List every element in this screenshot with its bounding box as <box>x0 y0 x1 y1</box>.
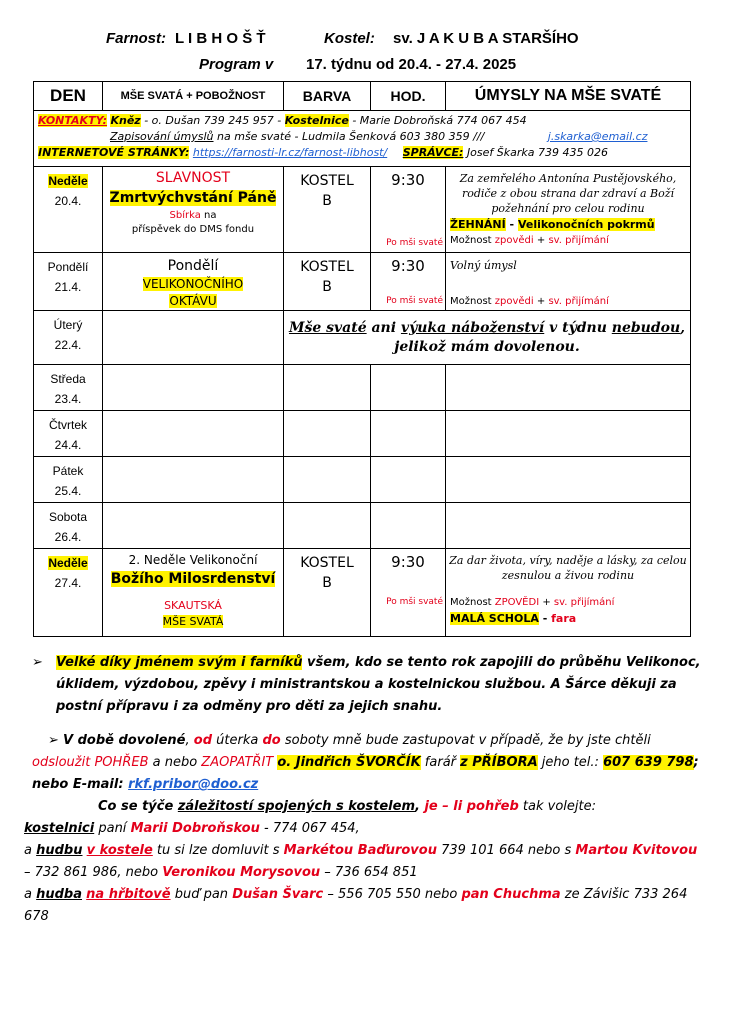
sacristan-label: Kostelnice <box>284 114 349 127</box>
communion-word: sv. přijímání <box>553 597 615 608</box>
vacation-e: nebudou <box>611 319 681 336</box>
mass-title-main: Zmrtvýchvstání Páně <box>109 190 277 206</box>
day-name: Pondělí <box>47 260 89 274</box>
schola-place: fara <box>551 612 577 625</box>
blessing-label: ŽEHNÁNÍ <box>450 218 506 231</box>
table-header-row <box>34 82 691 111</box>
table-row <box>34 167 691 253</box>
communion-word: sv. přijímání <box>548 235 609 246</box>
table-row <box>34 253 691 311</box>
parish-label: Farnost: <box>106 30 166 47</box>
contacts-label: KONTAKTY: <box>38 114 107 127</box>
vac-9: POHŘEB <box>94 755 149 770</box>
table-row <box>34 503 691 549</box>
table-row <box>34 311 691 365</box>
mh-7: – 556 705 550 nebo <box>323 887 462 902</box>
vacation-d: v týdnu <box>544 319 612 336</box>
after-mass-note: Po mši svaté <box>386 296 443 306</box>
sacristan-line <box>24 818 702 840</box>
confession-prefix: Možnost <box>450 597 495 608</box>
hour-cell <box>371 253 446 311</box>
arrow-bullet-icon: ➢ <box>32 655 43 670</box>
church-name: sv. J A K U B A STARŠÍHO <box>393 30 579 47</box>
vac-10: a nebo <box>148 755 202 770</box>
mass-title-main-2: OKTÁVU <box>169 294 217 308</box>
day-date: 22.4. <box>54 338 82 352</box>
church-label: Kostel: <box>324 30 375 47</box>
contact-email[interactable]: j.skarka@email.cz <box>547 130 648 143</box>
color-cell <box>284 457 371 503</box>
day-cell <box>34 503 103 549</box>
mc-5: tu si lze domluvit s <box>152 843 284 858</box>
mass-hour: 9:30 <box>391 171 425 189</box>
confession-prefix: Možnost <box>450 296 495 307</box>
mass-title-main: VELIKONOČNÍHO <box>142 277 244 291</box>
notes-section <box>24 652 702 928</box>
table-row <box>34 411 691 457</box>
priest-label: Kněz <box>110 114 141 127</box>
table-row <box>34 457 691 503</box>
mass-title-top: Pondělí <box>167 258 219 274</box>
vac-17: ; nebo E-mail: <box>32 755 699 792</box>
arrow-bullet-icon: ➢ <box>48 733 64 748</box>
vac-5: do <box>262 733 281 748</box>
color-cell <box>284 365 371 411</box>
admin-label: SPRÁVCE: <box>402 146 464 159</box>
collection-label: Sbírka <box>169 210 201 221</box>
intent-cell <box>446 457 691 503</box>
intent-cell <box>446 503 691 549</box>
vac-16: jeho tel.: <box>537 755 604 770</box>
mass-hour: 9:30 <box>391 257 425 275</box>
col-hour: HOD. <box>371 82 446 111</box>
intent-cell <box>446 411 691 457</box>
music-church-line <box>24 840 702 884</box>
after-mass-note: Po mši svaté <box>386 238 443 248</box>
hour-cell <box>371 411 446 457</box>
mc-6: Markétou Baďurovou <box>283 843 437 858</box>
day-cell <box>34 549 103 637</box>
music-cemetery-line <box>24 884 702 928</box>
vac-2: , <box>185 733 194 748</box>
hour-cell <box>371 503 446 549</box>
color-place: KOSTEL <box>300 173 354 189</box>
day-date: 21.4. <box>54 280 82 294</box>
mass-cell <box>103 411 284 457</box>
day-date: 27.4. <box>54 576 82 590</box>
blessing-item: Velikonočních pokrmů <box>517 218 655 231</box>
mass-cell <box>103 503 284 549</box>
day-date: 26.4. <box>54 530 82 544</box>
vac-phone: 607 639 798 <box>603 755 694 770</box>
mass-cell <box>103 311 284 365</box>
color-cell <box>284 253 371 311</box>
vacation-a: Mše svaté <box>288 319 367 336</box>
color-code: B <box>322 279 332 295</box>
mh-9: ze Závišic 733 264 678 <box>24 887 688 924</box>
cm-2: záležitostí spojených s kostelem <box>177 799 415 814</box>
confession-word: ZPOVĚDI <box>494 597 540 608</box>
table-row <box>34 365 691 411</box>
day-cell <box>34 253 103 311</box>
week-range: 17. týdnu od 20.4. - 27.4. 2025 <box>306 56 517 73</box>
mc-4: v kostele <box>86 843 153 858</box>
intent-cell <box>446 549 691 637</box>
color-cell <box>284 411 371 457</box>
day-name: Úterý <box>53 318 83 332</box>
intentions-label: Zapisování úmyslů <box>110 130 214 143</box>
color-code: B <box>322 575 332 591</box>
priest-contact: - o. Dušan 739 245 957 - <box>144 114 282 127</box>
mass-cell <box>103 365 284 411</box>
color-place: KOSTEL <box>300 259 354 275</box>
web-label: INTERNETOVÉ STRÁNKY: <box>38 146 190 159</box>
day-name: Středa <box>50 372 86 386</box>
day-cell <box>34 457 103 503</box>
mc-9: – 732 861 986, nebo <box>24 865 163 880</box>
hour-cell <box>371 457 446 503</box>
vac-6: soboty mně bude zastupovat v případě, že by jste chtěli <box>280 733 651 748</box>
thanks-highlight: Velké díky jménem svým i farníků <box>56 655 303 670</box>
admin-contact: Josef Škarka 739 435 026 <box>466 146 608 159</box>
thanks-text: všem, kdo se tento rok zapojili do průběhu Velikonoc, úklidem, výzdobou, zpěvy i ministrantskou a kostelnickou službou. A Šárce děkuji za postní přípravu i za odměny pro děti za jejich snahu. <box>56 655 701 714</box>
vacation-f: , <box>680 319 685 336</box>
intent-text: Za dar života, víry, naděje a lásky, za celou zesnulou a živou rodinu <box>449 554 687 582</box>
day-date: 25.4. <box>54 484 82 498</box>
day-name: Neděle <box>48 556 88 570</box>
color-cell <box>284 167 371 253</box>
mass-title-top: 2. Neděle Velikonoční <box>128 553 258 567</box>
mc-7: 739 101 664 nebo s <box>436 843 576 858</box>
vac-7: odsloužit <box>32 755 91 770</box>
day-name: Čtvrtek <box>48 418 87 432</box>
confession-word: zpovědi <box>494 296 534 307</box>
mc-10: Veronikou Morysovou <box>162 865 321 880</box>
day-date: 24.4. <box>54 438 82 452</box>
intentions-contact: na mše svaté - Ludmila Šenková 603 380 359 /// <box>217 130 485 143</box>
day-name: Pátek <box>52 464 84 478</box>
day-name: Neděle <box>48 174 88 188</box>
vacation-g: jelikož mám dovolenou. <box>394 338 580 355</box>
confession-plus: + <box>533 296 549 307</box>
confession-prefix: Možnost <box>450 235 495 246</box>
day-cell <box>34 311 103 365</box>
day-cell <box>34 167 103 253</box>
program-label: Program v <box>199 56 274 73</box>
col-intentions: ÚMYSLY NA MŠE SVATÉ <box>446 82 691 111</box>
day-date: 23.4. <box>54 392 82 406</box>
mass-cell <box>103 253 284 311</box>
hour-cell <box>371 549 446 637</box>
church-matters-line <box>32 796 702 818</box>
vac-1: V době dovolené <box>63 733 186 748</box>
mh-5: buď pan <box>170 887 233 902</box>
schola-sep: - <box>538 612 552 625</box>
vac-11: ZAOPATŘIT <box>201 755 274 770</box>
col-mass: MŠE SVATÁ + POBOŽNOST <box>103 82 284 111</box>
sl-1: kostelnici <box>24 821 95 836</box>
contacts-row <box>34 111 691 167</box>
day-name: Sobota <box>48 510 88 524</box>
intent-cell <box>446 253 691 311</box>
intent-text: Za zemřelého Antonína Pustějovského, rodiče z obou strana dar zdraví a Boží požehnání pro celou rodinu <box>459 172 677 215</box>
sacristan-contact: - Marie Dobroňská 774 067 454 <box>352 114 527 127</box>
scout-mass-line-2: MŠE SVATÁ <box>162 615 224 628</box>
mc-2: hudbu <box>36 843 83 858</box>
vac-15: z PŘÍBORA <box>460 755 538 770</box>
communion-word: sv. přijímání <box>548 296 609 307</box>
mass-cell <box>103 167 284 253</box>
day-cell <box>34 365 103 411</box>
cm-5: tak volejte: <box>518 799 596 814</box>
color-cell <box>284 503 371 549</box>
scout-mass-line-1: SKAUTSKÁ <box>164 599 222 612</box>
collection-word: na <box>200 210 217 221</box>
color-place: KOSTEL <box>300 555 354 571</box>
contacts-cell <box>34 111 691 167</box>
hour-cell <box>371 167 446 253</box>
intent-cell <box>446 365 691 411</box>
sl-4: - 774 067 454, <box>259 821 360 836</box>
confession-plus: + <box>539 597 554 608</box>
vacation-b: ani <box>366 319 401 336</box>
mh-4: na hřbitově <box>86 887 171 902</box>
hour-cell <box>371 365 446 411</box>
mass-title-main: Božího Milosrdenství <box>110 571 276 587</box>
vac-3: od <box>193 733 213 748</box>
after-mass-note: Po mši svaté <box>386 597 443 607</box>
cm-3: , <box>415 799 425 814</box>
col-color: BARVA <box>284 82 371 111</box>
vacation-paragraph <box>32 730 702 796</box>
mc-11: – 736 654 851 <box>320 865 418 880</box>
mh-8: pan Chuchma <box>461 887 561 902</box>
header-line-1 <box>0 30 729 52</box>
confession-word: zpovědi <box>494 235 534 246</box>
sl-2: paní <box>94 821 131 836</box>
mh-6: Dušan Švarc <box>232 887 324 902</box>
vac-13: o. Jindřich ŠVORČÍK <box>277 755 421 770</box>
parish-name: L I B H O Š Ť <box>175 30 266 47</box>
color-cell <box>284 549 371 637</box>
vac-4: úterka <box>212 733 263 748</box>
schola-label: MALÁ SCHOLA <box>450 612 539 625</box>
col-day: DEN <box>34 82 103 111</box>
confession-plus: + <box>533 235 549 246</box>
sl-3: Marii Dobroňskou <box>130 821 260 836</box>
mc-8: Martou Kvitovou <box>575 843 698 858</box>
thanks-paragraph <box>32 652 702 718</box>
schedule-table <box>33 81 691 637</box>
intent-text: Volný úmysl <box>450 259 517 272</box>
blessing-sep: - <box>505 218 518 231</box>
day-date: 20.4. <box>54 194 82 208</box>
mh-2: hudba <box>36 887 83 902</box>
vacation-c: výuka náboženství <box>400 319 545 336</box>
mass-cell <box>103 457 284 503</box>
color-code: B <box>322 193 332 209</box>
vacation-notice <box>284 311 691 365</box>
cm-1: Co se týče <box>98 799 178 814</box>
table-row <box>34 549 691 637</box>
mass-hour: 9:30 <box>391 553 425 571</box>
mc-1: a <box>24 843 37 858</box>
web-link[interactable]: https://farnosti-lr.cz/farnost-libhost/ <box>192 146 388 159</box>
day-cell <box>34 411 103 457</box>
mass-cell <box>103 549 284 637</box>
mass-title-top: SLAVNOST <box>155 170 231 186</box>
mh-1: a <box>24 887 37 902</box>
vac-14: farář <box>420 755 461 770</box>
vac-email-link[interactable]: rkf.pribor@doo.cz <box>128 777 259 792</box>
cm-4: je – li pohřeb <box>424 799 519 814</box>
intent-cell <box>446 167 691 253</box>
header-line-2 <box>0 56 729 78</box>
collection-purpose: příspěvek do DMS fondu <box>131 224 255 235</box>
